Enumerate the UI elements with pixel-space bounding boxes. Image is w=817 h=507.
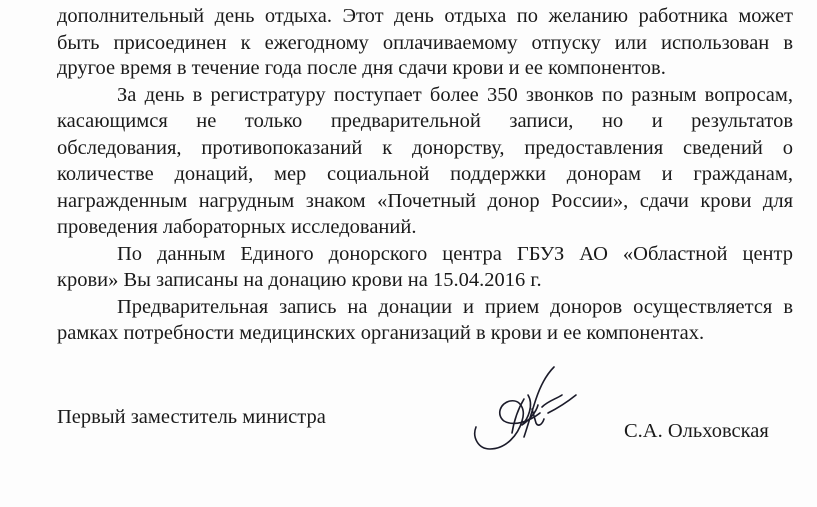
paragraph-3-line-1: По данным Единого донорского центра ГБУЗ АО «Областной центр (117, 243, 793, 265)
paragraph-2-line-5: награжденным нагрудным знаком «Почетный донор России», сдачи крови для (57, 190, 793, 212)
paragraph-1-line-3: другое время в течение года после дня сдачи крови и ее компонентов. (57, 57, 666, 79)
paragraph-4-line-2: рамках потребности медицинских организаций в крови и ее компонентах. (57, 322, 705, 344)
paragraph-3-line-2: крови» Вы записаны на донацию крови на 15.04.2016 г. (57, 269, 542, 291)
paragraph-1-line-1: дополнительный день отдыха. Этот день отдыха по желанию работника может (57, 5, 793, 27)
paragraph-2-line-6: проведения лабораторных исследований. (57, 216, 417, 238)
paragraph-2-line-3: обследования, противопоказаний к донорству, предоставления сведений о (57, 137, 793, 159)
paragraph-2-line-4: количестве донаций, мер социальной поддержки донорам и гражданам, (57, 163, 793, 185)
signatory-position: Первый заместитель министра (57, 406, 326, 428)
paragraph-1-line-2: быть присоединен к ежегодному оплачиваемому отпуску или использован в (57, 32, 793, 54)
paragraph-2-line-1: За день в регистратуру поступает более 350 звонков по разным вопросам, (117, 84, 793, 106)
signatory-name: С.А. Ольховская (624, 420, 769, 442)
paragraph-2-line-2: касающимся не только предварительной записи, но и результатов (57, 110, 793, 132)
paragraph-4-line-1: Предварительная запись на донации и прием доноров осуществляется в (117, 296, 793, 318)
handwritten-signature (466, 365, 588, 455)
